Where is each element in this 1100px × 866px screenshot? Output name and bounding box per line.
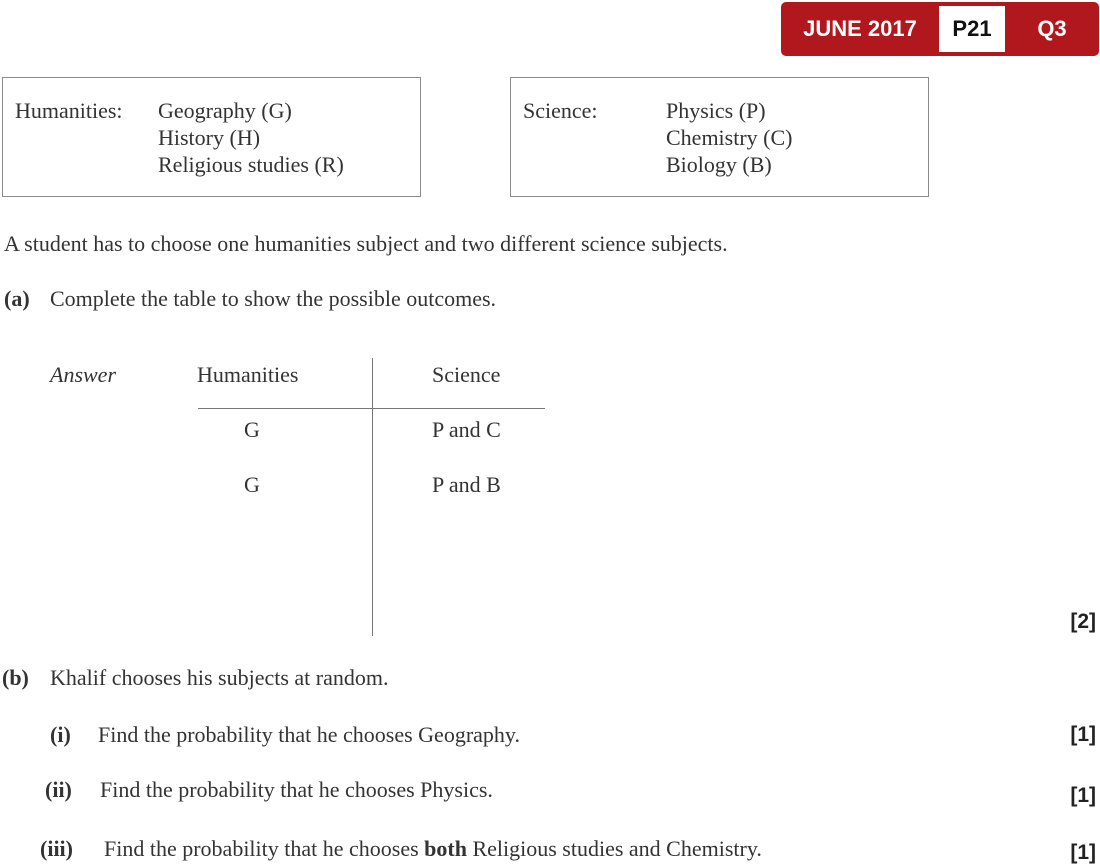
part-b-label: (b) <box>2 665 29 690</box>
exam-reference-badge <box>781 2 1099 56</box>
part-a-text: Complete the table to show the possible outcomes. <box>50 286 497 311</box>
question-number: Q3 <box>1037 16 1067 41</box>
part-b-text: Khalif chooses his subjects at random. <box>50 665 389 690</box>
subpart-i-label: (i) <box>50 722 71 747</box>
humanities-label: Humanities: <box>15 98 123 123</box>
table-cell: P and C <box>432 417 501 442</box>
subpart-iii-marks: [1] <box>1070 841 1096 864</box>
table-cell: P and B <box>432 472 501 497</box>
subpart-i-text: Find the probability that he chooses Geography. <box>98 722 520 747</box>
table-header-science: Science <box>432 362 501 387</box>
science-item-chemistry: Chemistry (C) <box>666 125 793 150</box>
science-box <box>510 77 929 197</box>
subpart-iii-label: (iii) <box>40 836 73 861</box>
subpart-iii-emphasis: both <box>424 836 467 861</box>
humanities-item-history: History (H) <box>158 125 261 150</box>
subpart-ii-label: (ii) <box>45 777 72 802</box>
table-header-humanities: Humanities <box>197 362 299 387</box>
answer-label: Answer <box>50 362 116 387</box>
science-item-physics: Physics (P) <box>666 98 766 123</box>
humanities-item-geography: Geography (G) <box>158 98 292 123</box>
exam-paper: P21 <box>939 6 1005 52</box>
table-column-divider <box>372 358 373 636</box>
subpart-ii-marks: [1] <box>1070 784 1096 807</box>
table-cell: G <box>244 472 260 497</box>
table-cell: G <box>244 417 260 442</box>
science-item-biology: Biology (B) <box>666 152 772 177</box>
part-a-label: (a) <box>4 286 30 311</box>
question-intro: A student has to choose one humanities subject and two different science subjects. <box>4 231 728 256</box>
subpart-ii-text: Find the probability that he chooses Physics. <box>100 777 493 802</box>
part-a-marks: [2] <box>1070 610 1096 633</box>
subpart-iii-text-start: Find the probability that he chooses <box>104 836 425 861</box>
humanities-box <box>2 77 421 197</box>
subpart-iii-text <box>104 838 762 860</box>
subpart-iii-text-end: Religious studies and Chemistry. <box>466 836 762 861</box>
humanities-item-religious-studies: Religious studies (R) <box>158 152 344 177</box>
subpart-i-marks: [1] <box>1070 723 1096 746</box>
exam-session: JUNE 2017 <box>803 16 917 41</box>
science-label: Science: <box>523 98 598 123</box>
